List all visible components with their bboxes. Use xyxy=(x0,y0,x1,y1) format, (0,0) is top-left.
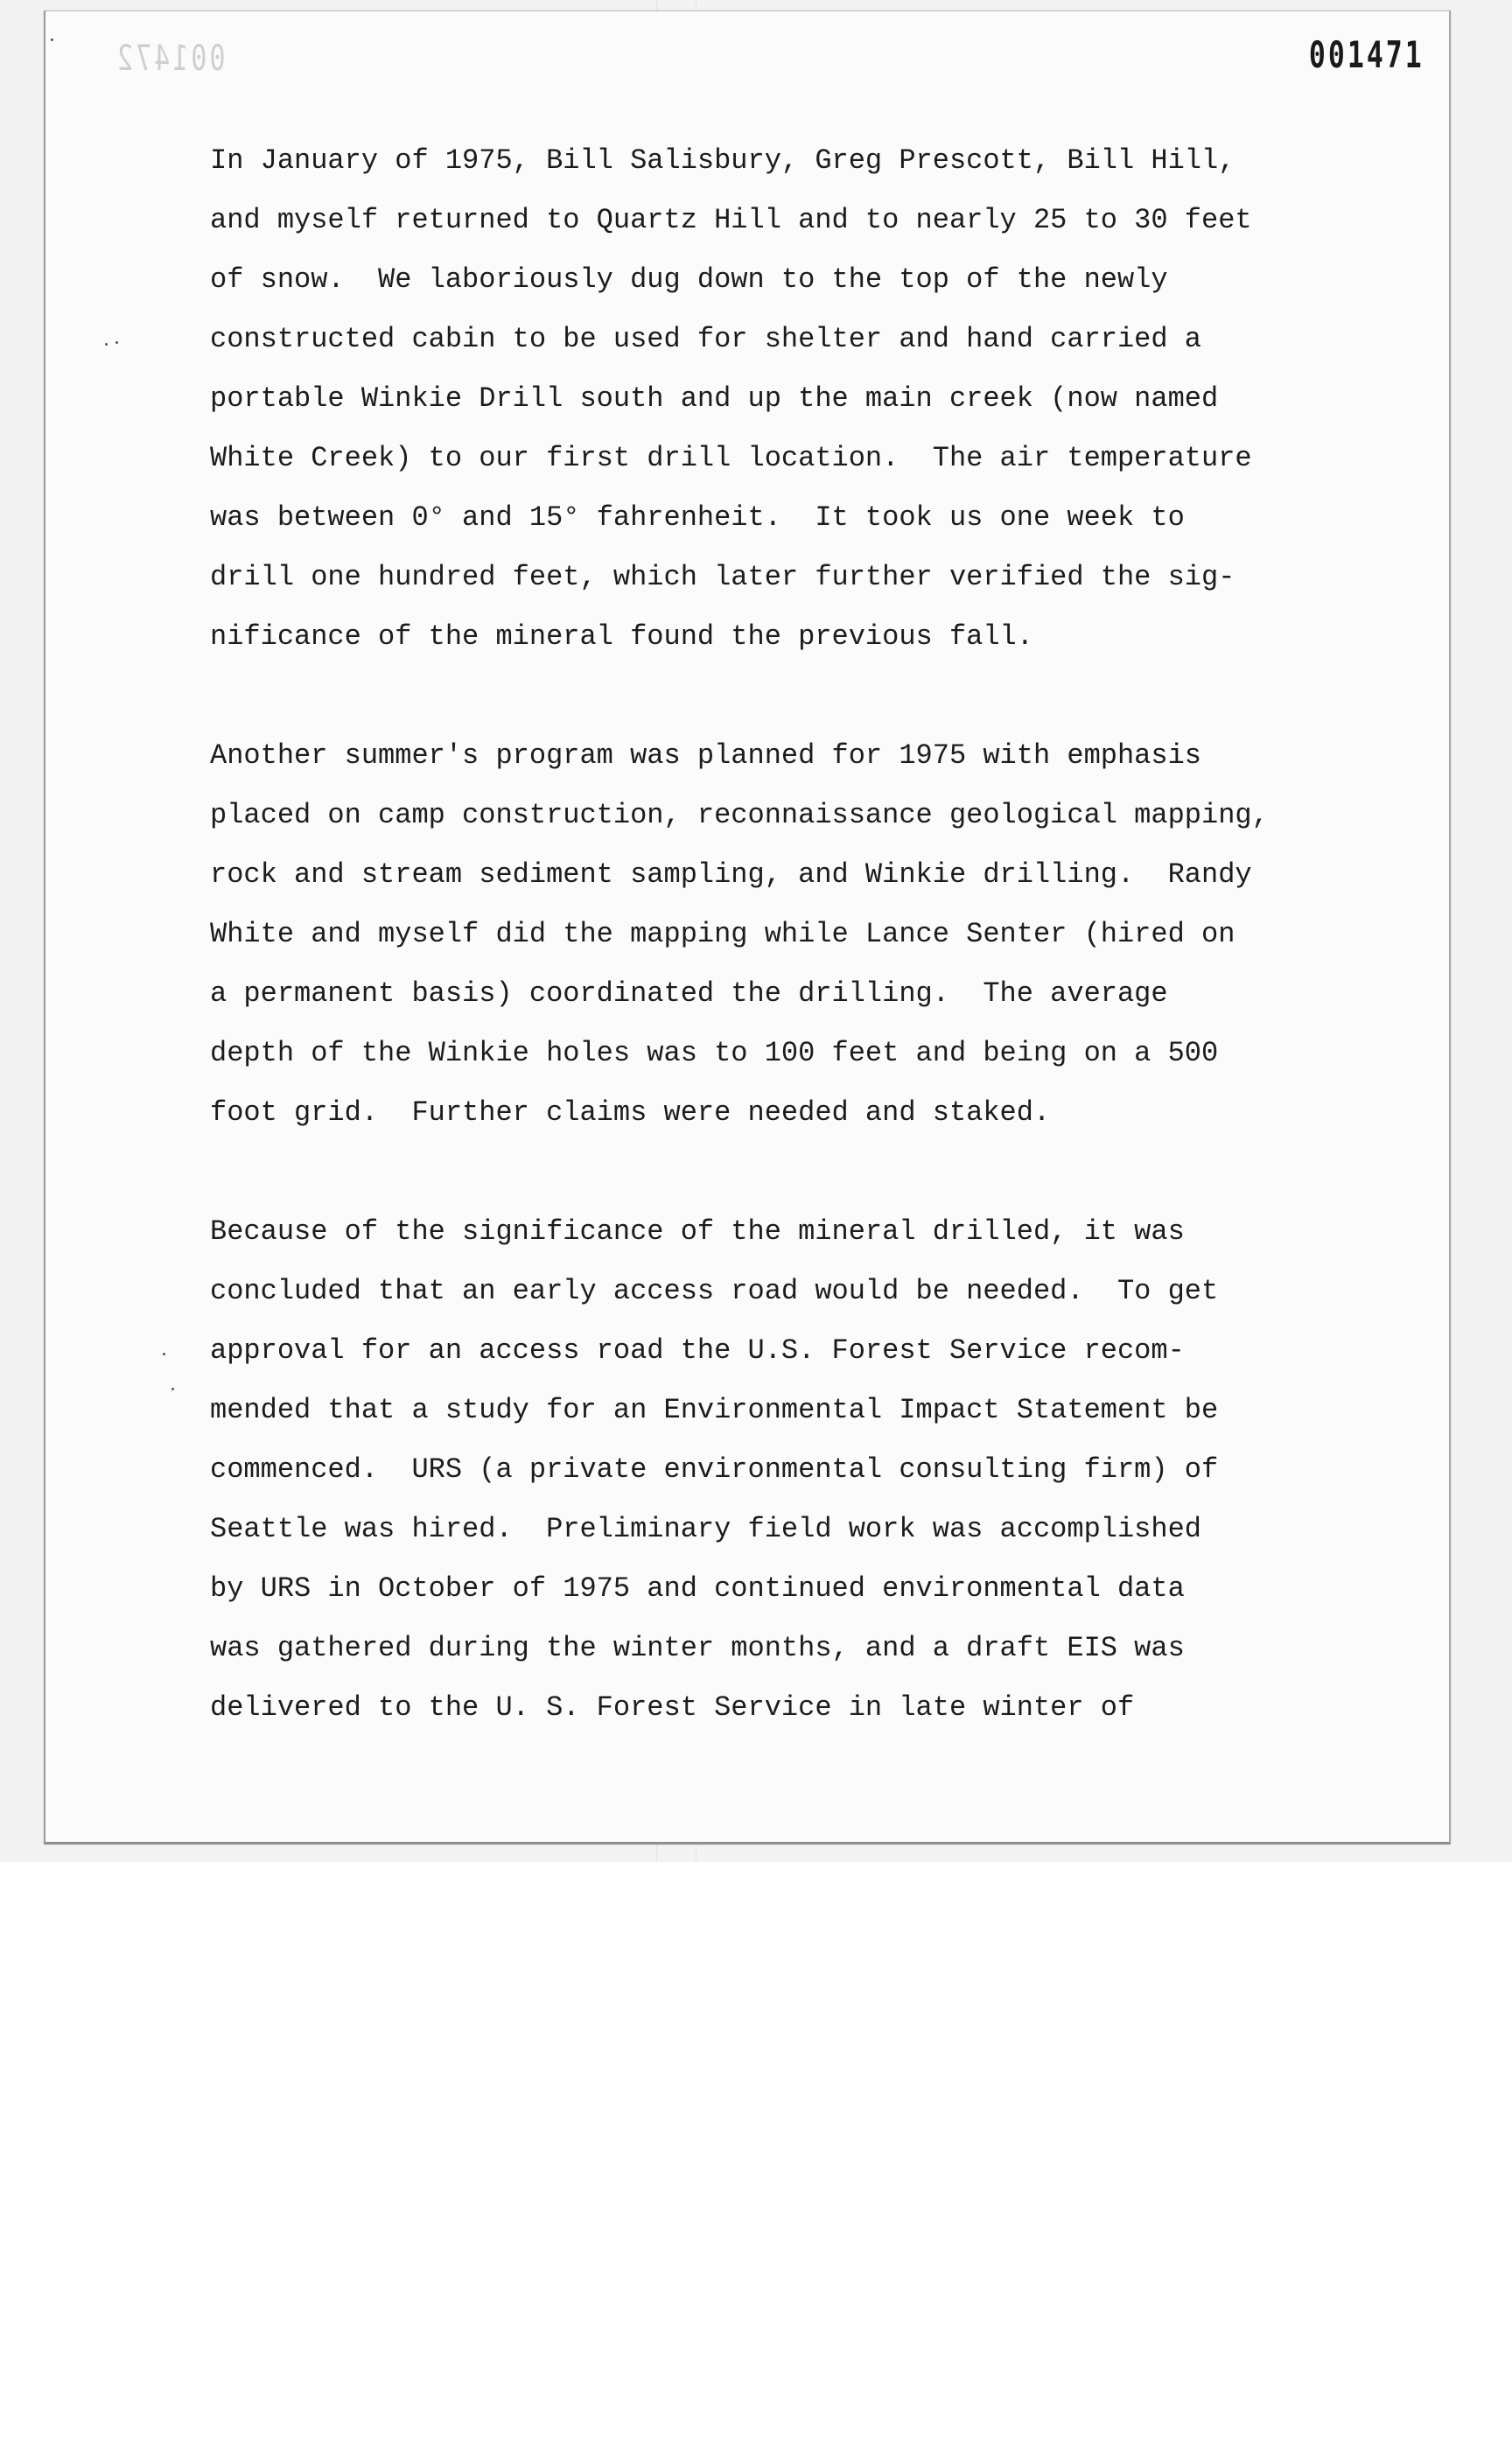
text-line: Another summer's program was planned for 1975 with emphasis xyxy=(210,739,1201,772)
text-line: rock and stream sediment sampling, and Winkie drilling. Randy xyxy=(210,858,1252,891)
scan-speck xyxy=(105,343,108,346)
text-line: foot grid. Further claims were needed and staked. xyxy=(210,1096,1051,1129)
text-line: and myself returned to Quartz Hill and to nearly 25 to 30 feet xyxy=(210,204,1252,236)
text-line: Because of the significance of the mineral drilled, it was xyxy=(210,1215,1185,1248)
scan-speck xyxy=(116,341,118,344)
paragraph xyxy=(210,1202,1409,1738)
scan-speck xyxy=(172,1388,174,1390)
bleed-through-page-number: 001472 xyxy=(115,38,226,79)
text-line: delivered to the U. S. Forest Service in late winter of xyxy=(210,1691,1135,1724)
text-line: concluded that an early access road would be needed. To get xyxy=(210,1275,1219,1307)
text-line: White and myself did the mapping while Lance Senter (hired on xyxy=(210,918,1236,950)
text-line: mended that a study for an Environmental Impact Statement be xyxy=(210,1394,1219,1426)
text-line: nificance of the mineral found the previous fall. xyxy=(210,620,1033,653)
text-line: Seattle was hired. Preliminary field work was accomplished xyxy=(210,1513,1201,1545)
paragraph xyxy=(210,726,1409,1143)
paragraph xyxy=(210,131,1409,667)
scan-speck xyxy=(51,38,53,41)
text-line: was between 0° and 15° fahrenheit. It took us one week to xyxy=(210,501,1185,534)
text-line: In January of 1975, Bill Salisbury, Greg Prescott, Bill Hill, xyxy=(210,144,1236,177)
text-line: constructed cabin to be used for shelter and hand carried a xyxy=(210,323,1201,355)
text-line: a permanent basis) coordinated the drilling. The average xyxy=(210,977,1168,1010)
text-line: was gathered during the winter months, and a draft EIS was xyxy=(210,1632,1185,1664)
text-line: White Creek) to our first drill location. The air temperature xyxy=(210,442,1252,474)
page-number: 001471 xyxy=(1309,33,1424,76)
text-line: by URS in October of 1975 and continued environmental data xyxy=(210,1572,1185,1605)
text-line: portable Winkie Drill south and up the main creek (now named xyxy=(210,382,1219,415)
document-body xyxy=(210,131,1409,1797)
scan-speck xyxy=(163,1353,165,1355)
text-line: of snow. We laboriously dug down to the top of the newly xyxy=(210,263,1168,296)
text-line: drill one hundred feet, which later further verified the sig- xyxy=(210,561,1236,593)
text-line: placed on camp construction, reconnaissance geological mapping, xyxy=(210,799,1269,831)
text-line: depth of the Winkie holes was to 100 feet and being on a 500 xyxy=(210,1037,1219,1069)
text-line: approval for an access road the U.S. Forest Service recom- xyxy=(210,1334,1185,1367)
text-line: commenced. URS (a private environmental consulting firm) of xyxy=(210,1453,1219,1486)
